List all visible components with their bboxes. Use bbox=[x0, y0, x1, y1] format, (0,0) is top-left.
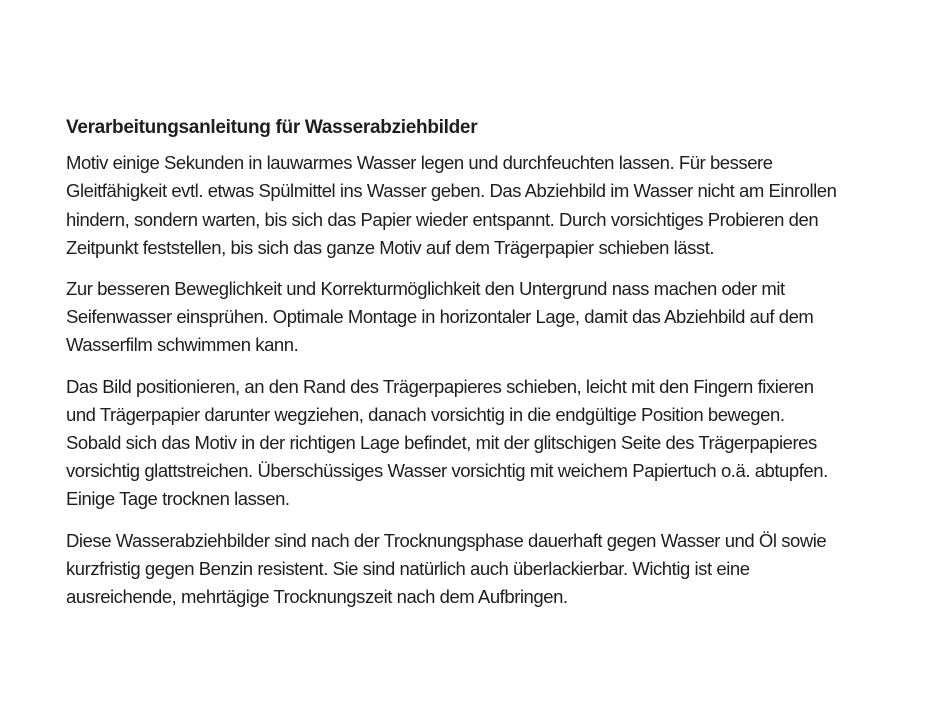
text-line: kurzfristig gegen Benzin resistent. Sie sind natürlich auch überlackierbar. Wichtig ist eine bbox=[66, 557, 750, 579]
text-line: vorsichtig glattstreichen. Überschüssiges Wasser vorsichtig mit weichem Papiertuch o.ä. abtupfen. bbox=[66, 460, 828, 482]
text-line: Zeitpunkt feststellen, bis sich das ganze Motiv auf dem Trägerpapier schieben lässt. bbox=[66, 236, 715, 258]
paragraph bbox=[66, 149, 906, 262]
text-line: Sobald sich das Motiv in der richtigen Lage befindet, mit der glitschigen Seite des Trägerpapieres bbox=[66, 432, 817, 454]
paragraph bbox=[66, 373, 906, 514]
text-line: Motiv einige Sekunden in lauwarmes Wasser legen und durchfeuchten lassen. Für bessere bbox=[66, 152, 773, 174]
text-line: und Trägerpapier darunter wegziehen, danach vorsichtig in die endgültige Position bewegen. bbox=[66, 403, 785, 425]
text-line: hindern, sondern warten, bis sich das Papier wieder entspannt. Durch vorsichtiges Probieren den bbox=[66, 208, 819, 230]
text-line: Gleitfähigkeit evtl. etwas Spülmittel ins Wasser geben. Das Abziehbild im Wasser nicht am Einrollen bbox=[66, 180, 837, 202]
text-line: Diese Wasserabziehbilder sind nach der Trocknungsphase dauerhaft gegen Wasser und Öl sowie bbox=[66, 529, 827, 551]
document-content bbox=[66, 114, 906, 624]
paragraph bbox=[66, 527, 906, 612]
document-title: Verarbeitungsanleitung für Wasserabziehbilder bbox=[66, 117, 478, 138]
paragraph bbox=[66, 275, 906, 360]
text-line: Einige Tage trocknen lassen. bbox=[66, 488, 290, 510]
text-line: Zur besseren Beweglichkeit und Korrekturmöglichkeit den Untergrund nass machen oder mit bbox=[66, 278, 785, 300]
document-body bbox=[66, 149, 906, 611]
text-line: Wasserfilm schwimmen kann. bbox=[66, 334, 299, 356]
text-line: Seifenwasser einsprühen. Optimale Montage in horizontaler Lage, damit das Abziehbild auf dem bbox=[66, 306, 814, 328]
text-line: ausreichende, mehrtägige Trocknungszeit nach dem Aufbringen. bbox=[66, 586, 568, 608]
text-line: Das Bild positionieren, an den Rand des Trägerpapieres schieben, leicht mit den Fingern fixieren bbox=[66, 375, 814, 397]
